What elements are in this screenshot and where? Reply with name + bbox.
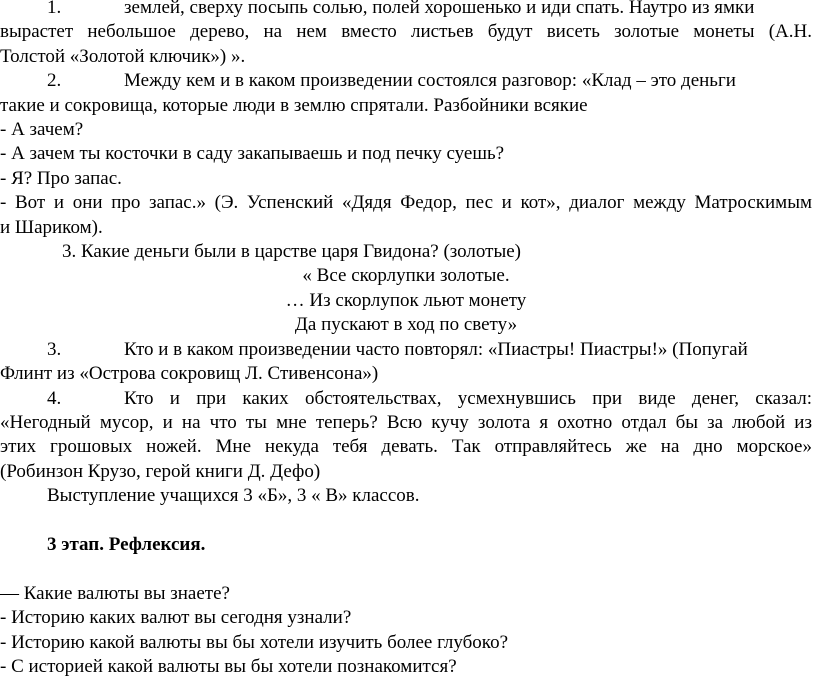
item-3b-line-2: Флинт из «Острова сокровищ Л. Стивенсона»)	[0, 363, 379, 385]
item-2-number: 2.	[47, 70, 62, 92]
dialog-line-3: - Я? Про запас.	[0, 167, 122, 189]
dialog-line-2: - А зачем ты косточки в саду закапываешь и под печку суешь?	[0, 143, 505, 165]
item-3b	[0, 338, 812, 387]
item-1-line-1: землей, сверху посыпь солью, полей хорошенько и иди спать. Наутро из ямки	[124, 0, 755, 18]
dialog-line-5: и Шариком).	[0, 216, 103, 238]
question-4: - С историей какой валюты вы бы хотели познакомится?	[0, 655, 457, 677]
item-3a: 3. Какие деньги были в царстве царя Гвидона? (золотые)	[62, 241, 521, 263]
item-1-number: 1.	[47, 0, 62, 18]
question-1: — Какие валюты вы знаете?	[0, 582, 230, 604]
poem-line-1: « Все скорлупки золотые.	[302, 265, 510, 287]
item-2-line-1: Между кем и в каком произведении состоялся разговор: «Клад – это деньги	[124, 70, 736, 92]
question-2: - Историю каких валют вы сегодня узнали?	[0, 607, 352, 629]
reflection-questions	[0, 582, 812, 680]
item-4-line-2: «Негодный мусор, и на что ты мне теперь? Всю кучу золота я охотно отдал бы за любой из	[0, 411, 812, 433]
item-1-line-2: вырастет небольшое дерево, на нем вместо листьев будут висеть золотые монеты (А.Н.	[0, 21, 812, 43]
dialog-line-4: - Вот и они про запас.» (Э. Успенский «Дядя Федор, пес и кот», диалог между Матроскимым	[0, 192, 812, 214]
item-1	[0, 0, 812, 69]
item-2	[0, 69, 812, 118]
poem-line-3: Да пускают в ход по свету»	[294, 314, 518, 336]
item-4	[0, 387, 812, 485]
item-1-line-3: Толстой «Золотой ключик») ».	[0, 45, 246, 67]
dialog-line-1: - А зачем?	[0, 119, 84, 141]
item-4-line-1: Кто и при каких обстоятельствах, усмехнувшись при виде денег, сказал:	[124, 387, 812, 409]
item-4-line-4: (Робинзон Крузо, герой книги Д. Дефо)	[0, 460, 321, 482]
item-3b-line-1: Кто и в каком произведении часто повторял: «Пиастры! Пиастры!» (Попугай	[124, 338, 748, 360]
poem-line-2: … Из скорлупок льют монету	[285, 289, 527, 311]
item-4-number: 4.	[47, 387, 62, 409]
question-3: - Историю какой валюты вы бы хотели изучить более глубоко?	[0, 631, 509, 653]
speech-line: Выступление учащихся 3 «Б», 3 « В» классов.	[47, 485, 420, 507]
item-4-line-3: этих грошовых ножей. Мне некуда тебя девать. Так отправляйтесь же на дно морское»	[0, 436, 812, 458]
item-3b-number: 3.	[47, 338, 62, 360]
section-title: 3 этап. Рефлексия.	[47, 533, 206, 555]
item-2-line-2: такие и сокровища, которые люди в землю спрятали. Разбойники всякие	[0, 94, 588, 116]
